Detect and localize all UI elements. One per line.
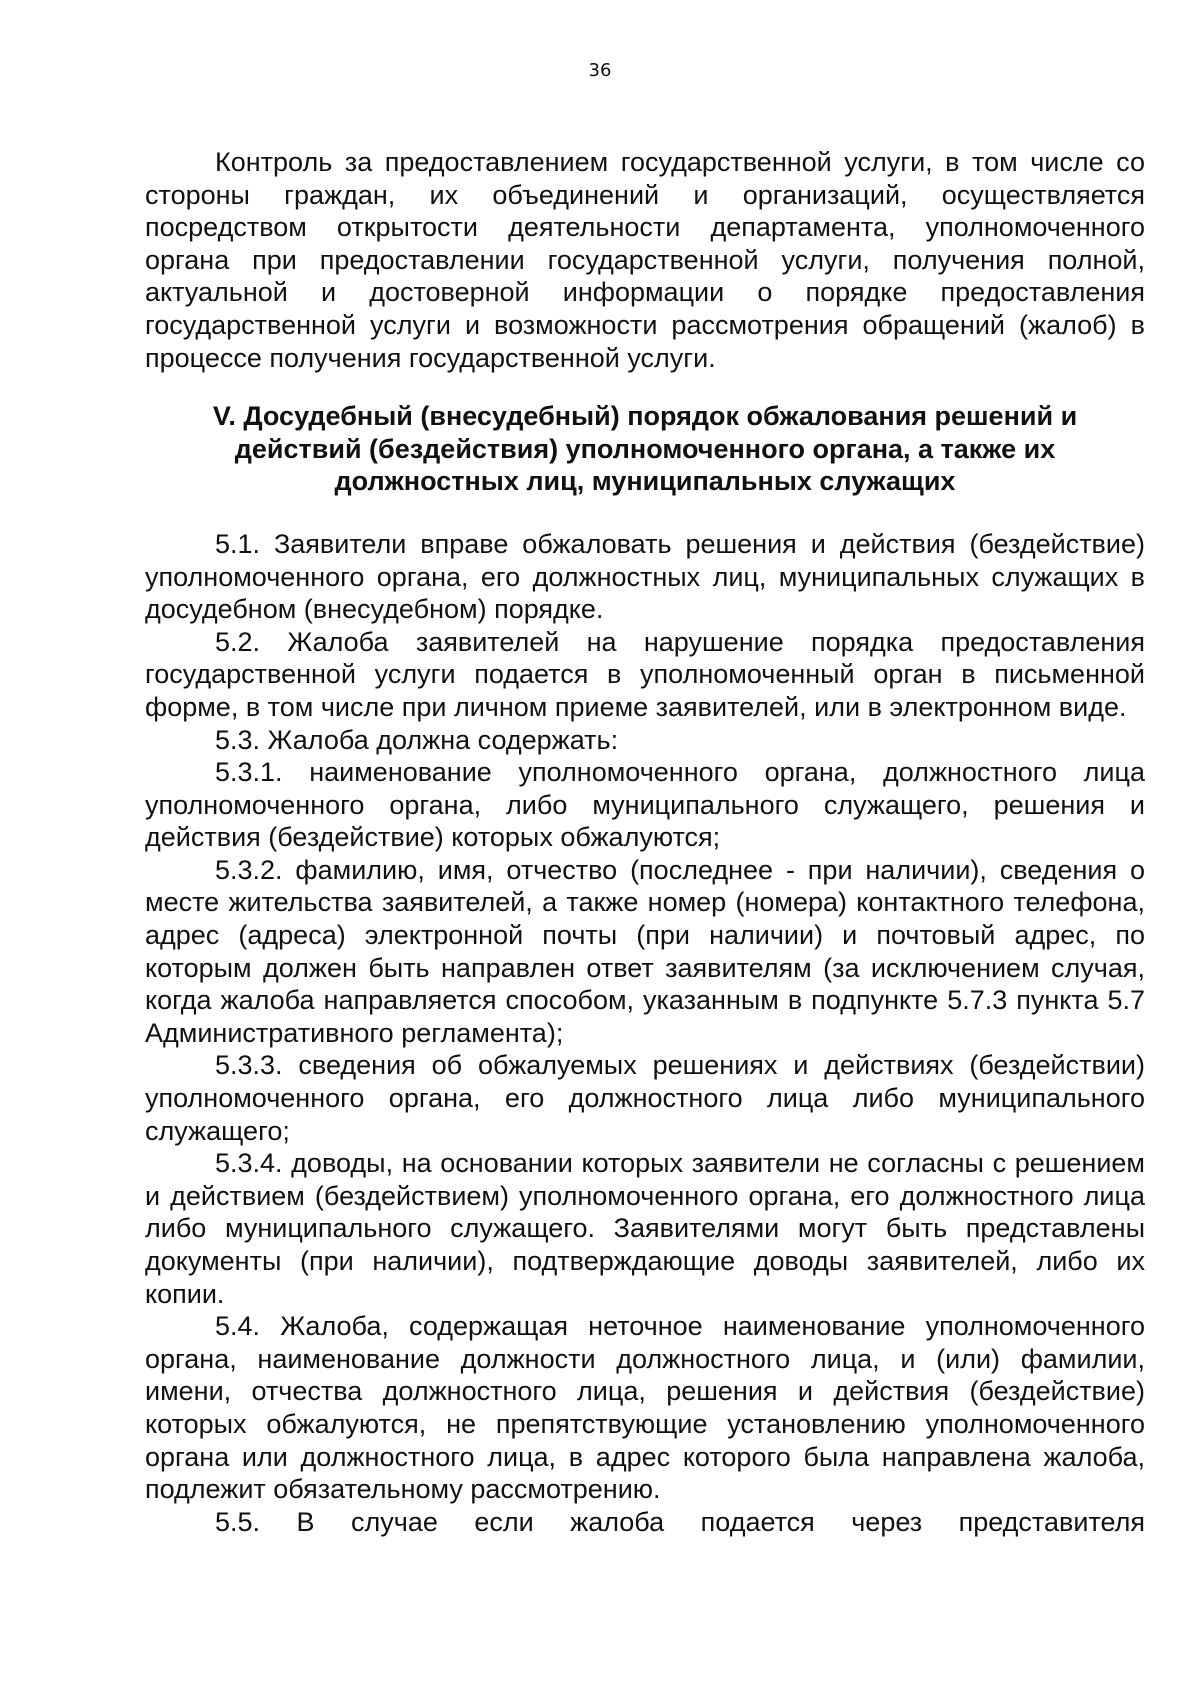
paragraph-5-3: 5.3. Жалоба должна содержать: xyxy=(215,724,619,755)
paragraph-5-5-fragment: 5.5. В случае если жалоба подается через представителя xyxy=(215,1506,1145,1537)
document-body xyxy=(145,146,1145,1538)
paragraph-5-3-1: 5.3.1. наименование уполномоченного органа, должностного лица уполномоченного органа, либо муниципального служащего, решения и действия (бездействие) которых обжалуются; xyxy=(145,757,1145,853)
intro-paragraph: Контроль за предоставлением государственной услуги, в том числе со стороны граждан, их объединений и организаций, осуществляется посредством открытости деятельности департамента, уполномоченного органа при предоставлении государственной услуги, получения полной, актуальной и достоверной информации о порядке предоставления государственной услуги и возможности рассмотрения обращений (жалоб) в процессе получения государственной услуги. xyxy=(145,147,1145,373)
paragraph-5-3-3: 5.3.3. сведения об обжалуемых решениях и действиях (бездействии) уполномоченного органа, его должностного лица либо муниципального служащего; xyxy=(145,1050,1145,1146)
paragraph-5-3-2: 5.3.2. фамилию, имя, отчество (последнее - при наличии), сведения о месте жительства заявителей, а также номер (номера) контактного телефона, адрес (адреса) электронной почты (при наличии) и почтовый адрес, по которым должен быть направлен ответ заявителям (за исключением случая, когда жалоба направляется способом, указанным в подпункте 5.7.3 пункта 5.7 Административного регламента); xyxy=(145,854,1145,1048)
paragraph-5-3-4: 5.3.4. доводы, на основании которых заявители не согласны с решением и действием (бездействием) уполномоченного органа, его должностного лица либо муниципального служащего. Заявителями могут быть представлены документы (при наличии), подтверждающие доводы заявителей, либо их копии. xyxy=(145,1148,1145,1309)
paragraph-5-1: 5.1. Заявители вправе обжаловать решения и действия (бездействие) уполномоченного органа, его должностных лиц, муниципальных служащих в досудебном (внесудебном) порядке. xyxy=(145,528,1145,625)
section-heading: V. Досудебный (внесудебный) порядок обжалования решений и действий (бездействия) уполномоченного органа, а также их должностных лиц, муниципальных служащих xyxy=(212,401,1078,497)
paragraph-5-2: 5.2. Жалоба заявителей на нарушение порядка предоставления государственной услуги подается в уполномоченный орган в письменной форме, в том числе при личном приеме заявителей, или в электронном виде. xyxy=(145,626,1145,722)
paragraph-5-4: 5.4. Жалоба, содержащая неточное наименование уполномоченного органа, наименование должности должностного лица, и (или) фамилии, имени, отчества должностного лица, решения и действия (бездействие) которых обжалуются, не препятствующие установлению уполномоченного органа или должностного лица, в адрес которого была направлена жалоба, подлежит обязательному рассмотрению. xyxy=(145,1311,1145,1505)
page-number: 36 xyxy=(588,60,612,81)
